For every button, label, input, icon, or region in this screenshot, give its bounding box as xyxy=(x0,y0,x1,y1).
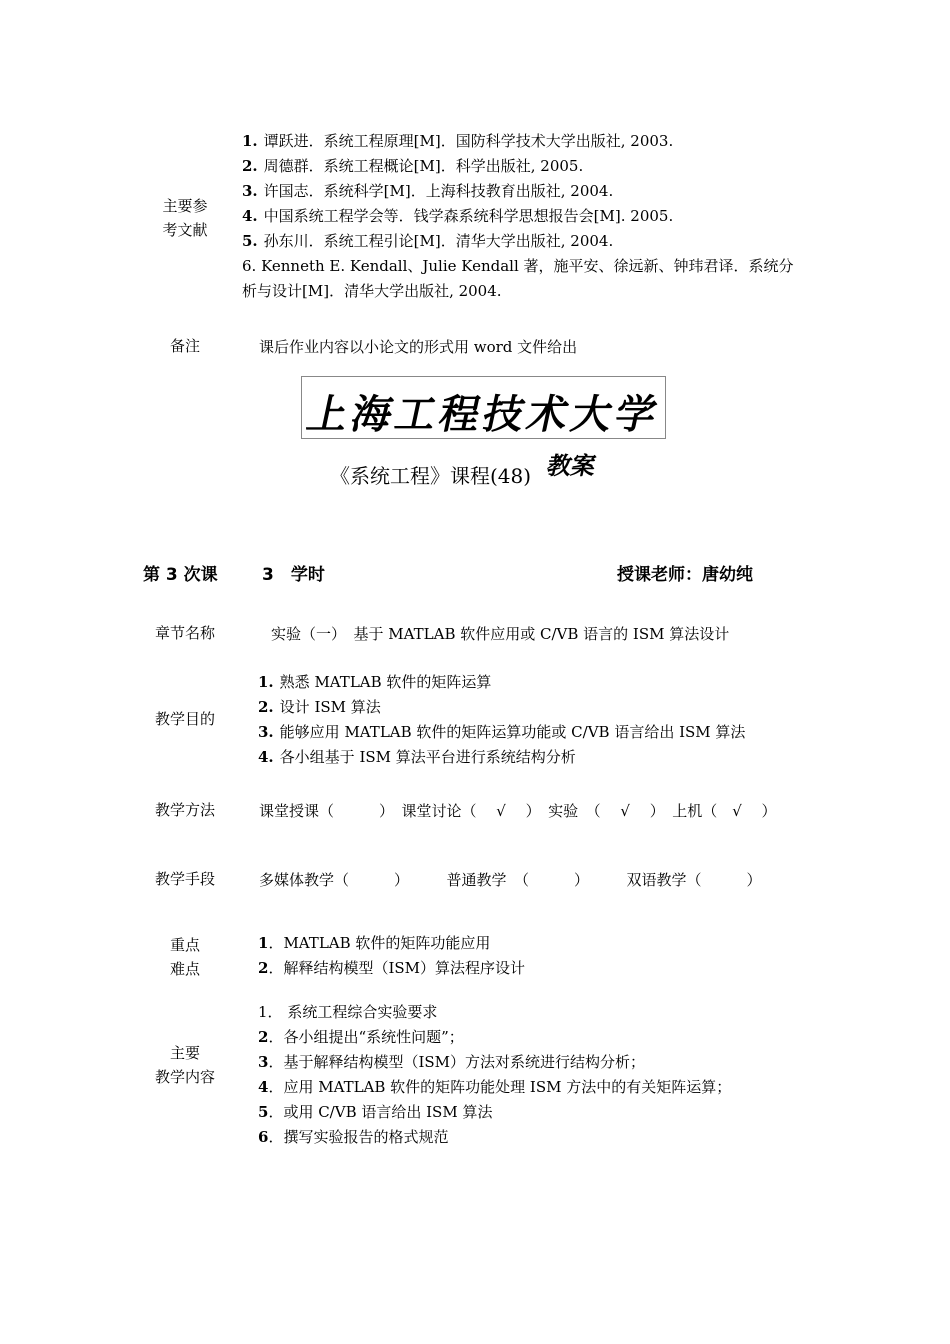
content-label: 主要 教学内容 xyxy=(154,1044,215,1086)
content-item: 1． 系统工程综合实验要求 xyxy=(258,1003,438,1021)
objective-item: 1. 熟悉 MATLAB 软件的矩阵运算 xyxy=(258,673,492,691)
course-title: 《系统工程》课程(48) xyxy=(330,464,532,488)
means-label: 教学手段 xyxy=(154,870,215,888)
remarks-label: 备注 xyxy=(169,337,200,355)
objective-item: 4. 各小组基于 ISM 算法平台进行系统结构分析 xyxy=(258,748,576,766)
teacher-name: 授课老师：唐幼纯 xyxy=(617,565,753,585)
chapter-text: 实验（一） 基于 MATLAB 软件应用或 C/VB 语言的 ISM 算法设计 xyxy=(271,625,730,643)
content-item: 4．应用 MATLAB 软件的矩阵功能处理 ISM 方法中的有关矩阵运算； xyxy=(258,1078,732,1096)
objective-item: 3. 能够应用 MATLAB 软件的矩阵运算功能或 C/VB 语言给出 ISM 算法 xyxy=(258,723,746,741)
reference-item: 4. 中国系统工程学会等．钱学森系统科学思想报告会[M]. 2005. xyxy=(242,207,674,225)
university-logo-text: 上海工程技术大学 xyxy=(302,391,665,438)
reference-item: 2. 周德群．系统工程概论[M]．科学出版社, 2005. xyxy=(242,157,584,175)
methods-label: 教学方法 xyxy=(154,801,215,819)
course-title-jiaoan: 教案 xyxy=(544,451,599,480)
keypoint-item: 2．解释结构模型（ISM）算法程序设计 xyxy=(258,959,525,977)
objectives-label: 教学目的 xyxy=(154,710,215,728)
reference-item-continued: 析与设计[M]．清华大学出版社, 2004. xyxy=(242,282,502,300)
content-item: 2．各小组提出“系统性问题”； xyxy=(258,1028,464,1046)
objective-item: 2. 设计 ISM 算法 xyxy=(258,698,381,716)
reference-item: 6. Kenneth E. Kendall、Julie Kendall 著，施平安、徐远新、钟玮君译．系统分 xyxy=(242,257,794,275)
content-item: 5．或用 C/VB 语言给出 ISM 算法 xyxy=(258,1103,493,1121)
reference-item: 3. 许国志．系统科学[M]．上海科技教育出版社, 2004. xyxy=(242,182,614,200)
remarks-text: 课后作业内容以小论文的形式用 word 文件给出 xyxy=(259,338,578,356)
lesson-number: 第 3 次课 xyxy=(143,565,218,585)
reference-item: 1. 谭跃进．系统工程原理[M]．国防科学技术大学出版社, 2003. xyxy=(242,132,674,150)
lesson-hours: 3 学时 xyxy=(262,565,325,585)
reference-item: 5. 孙东川．系统工程引论[M]．清华大学出版社, 2004. xyxy=(242,232,614,250)
content-item: 3．基于解释结构模型（ISM）方法对系统进行结构分析； xyxy=(258,1053,645,1071)
chapter-label: 章节名称 xyxy=(154,624,215,642)
keypoints-label: 重点 难点 xyxy=(169,936,200,978)
references-label: 主要参 考文献 xyxy=(162,197,208,239)
keypoint-item: 1．MATLAB 软件的矩阵功能应用 xyxy=(258,934,491,952)
methods-text: 课堂授课（ ） 课堂讨论（ √ ） 实验 （ √ ） 上机（ √ ） xyxy=(259,802,777,820)
university-logo xyxy=(301,376,666,439)
content-item: 6．撰写实验报告的格式规范 xyxy=(258,1128,449,1146)
means-text: 多媒体教学（ ） 普通教学 （ ） 双语教学（ ） xyxy=(259,871,762,889)
